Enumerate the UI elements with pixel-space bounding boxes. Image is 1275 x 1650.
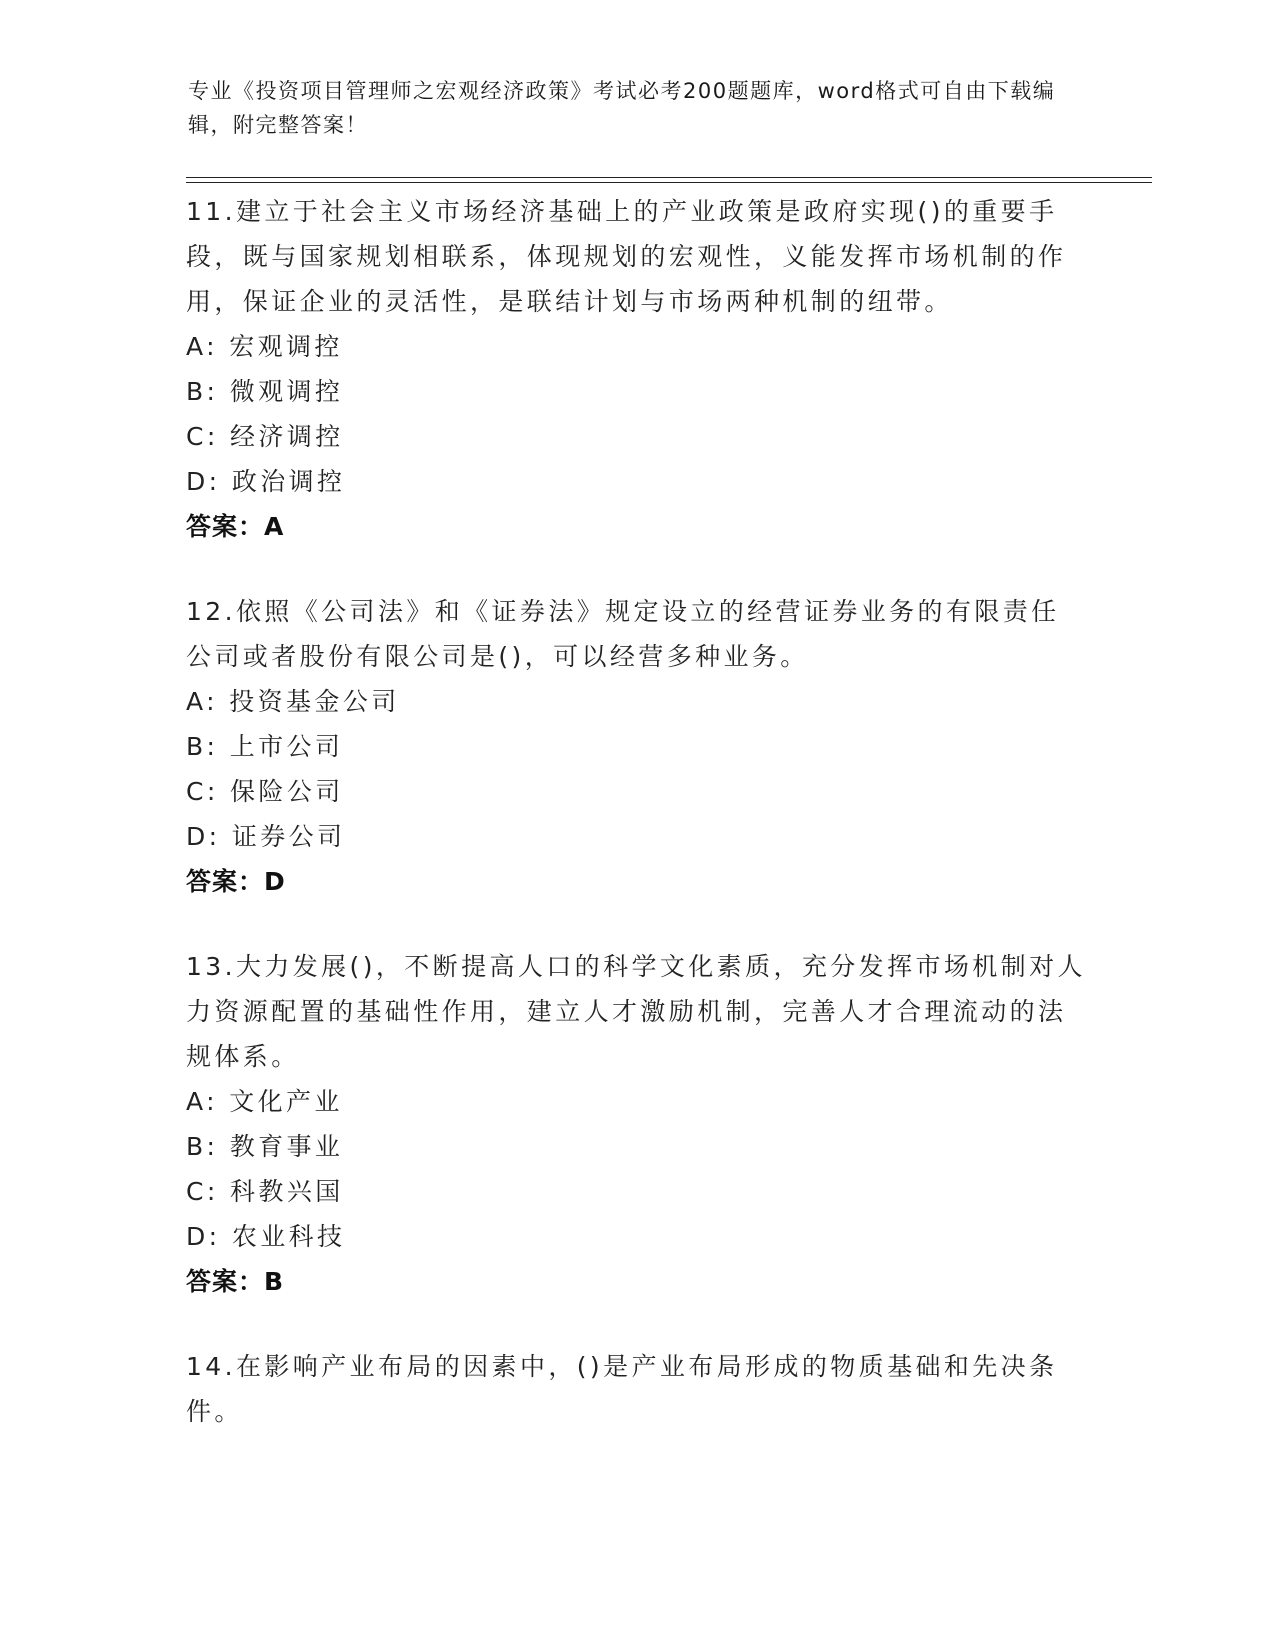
question-11 <box>186 189 1086 549</box>
option-c: C: 保险公司 <box>186 777 344 806</box>
question-text: 14.在影响产业布局的因素中，()是产业布局形成的物质基础和先决条件。 <box>186 1352 1058 1426</box>
question-12 <box>186 589 1086 904</box>
answer: 答案：A <box>186 512 285 541</box>
document-header: 专业《投资项目管理师之宏观经济政策》考试必考200题题库，word格式可自由下载编辑，附完整答案！ <box>188 79 1056 137</box>
question-13 <box>186 944 1086 1304</box>
question-list <box>186 189 1086 1474</box>
option-b: B: 上市公司 <box>186 732 344 761</box>
question-text: 12.依照《公司法》和《证券法》规定设立的经营证券业务的有限责任公司或者股份有限公司是()，可以经营多种业务。 <box>186 597 1060 671</box>
question-text: 13.大力发展()，不断提高人口的科学文化素质，充分发挥市场机制对人力资源配置的基础性作用，建立人才激励机制，完善人才合理流动的法规体系。 <box>186 952 1086 1071</box>
option-d: D: 政治调控 <box>186 467 346 496</box>
option-d: D: 农业科技 <box>186 1222 346 1251</box>
header-divider-bottom <box>186 182 1152 183</box>
header-divider-top <box>186 177 1152 178</box>
question-text: 11.建立于社会主义市场经济基础上的产业政策是政府实现()的重要手段，既与国家规划相联系，体现规划的宏观性，义能发挥市场机制的作用，保证企业的灵活性，是联结计划与市场两种机制的纽带。 <box>186 197 1067 316</box>
option-a: A: 投资基金公司 <box>186 687 400 716</box>
option-b: B: 微观调控 <box>186 377 344 406</box>
question-14 <box>186 1344 1086 1434</box>
option-c: C: 科教兴国 <box>186 1177 344 1206</box>
option-c: C: 经济调控 <box>186 422 344 451</box>
answer: 答案：D <box>186 867 286 896</box>
option-a: A: 文化产业 <box>186 1087 343 1116</box>
option-b: B: 教育事业 <box>186 1132 344 1161</box>
option-a: A: 宏观调控 <box>186 332 343 361</box>
answer: 答案：B <box>186 1267 285 1296</box>
option-d: D: 证券公司 <box>186 822 346 851</box>
